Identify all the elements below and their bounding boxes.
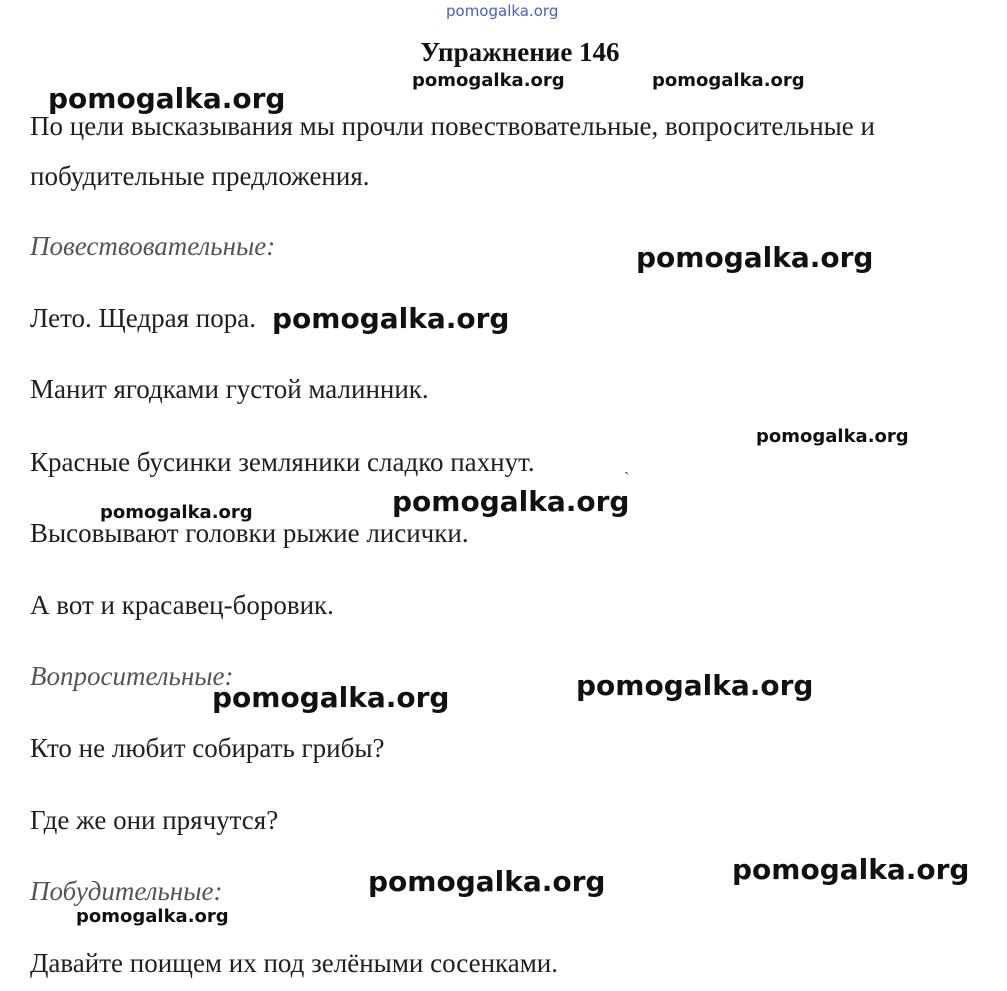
watermark: pomogalka.org xyxy=(412,70,565,91)
watermark-top: pomogalka.org xyxy=(446,2,559,20)
watermark: pomogalka.org xyxy=(76,906,229,927)
watermark: pomogalka.org xyxy=(576,669,814,702)
sentence: Где же они прячутся? xyxy=(30,805,279,835)
watermark: pomogalka.org xyxy=(392,485,630,518)
section-heading-narrative: Повествовательные: xyxy=(30,231,276,261)
sentence: Красные бусинки земляники сладко пахнут. xyxy=(30,447,535,477)
watermark: pomogalka.org xyxy=(272,302,510,335)
section-heading-imperative: Побудительные: xyxy=(30,876,223,906)
sentence: А вот и красавец-боровик. xyxy=(30,590,334,620)
watermark: pomogalka.org xyxy=(100,502,253,523)
watermark: pomogalka.org xyxy=(756,426,909,447)
watermark: pomogalka.org xyxy=(636,241,874,274)
watermark: pomogalka.org xyxy=(368,865,606,898)
scan-speck: ˋ xyxy=(624,470,630,487)
intro-line-1: По цели высказывания мы прочли повествовательные, вопросительные и xyxy=(30,111,875,141)
sentence: Высовывают головки рыжие лисички. xyxy=(30,518,469,548)
watermark: pomogalka.org xyxy=(212,681,450,714)
watermark: pomogalka.org xyxy=(652,70,805,91)
sentence: Давайте поищем их под зелёными сосенками. xyxy=(30,948,558,978)
sentence: Кто не любит собирать грибы? xyxy=(30,733,385,763)
sentence: Манит ягодками густой малинник. xyxy=(30,374,429,404)
sentence: Лето. Щедрая пора. xyxy=(30,303,256,333)
intro-line-2: побудительные предложения. xyxy=(30,161,370,191)
section-heading-interrogative: Вопросительные: xyxy=(30,661,234,691)
watermark: pomogalka.org xyxy=(48,82,286,115)
watermark: pomogalka.org xyxy=(732,853,970,886)
exercise-title: Упражнение 146 xyxy=(420,37,620,67)
